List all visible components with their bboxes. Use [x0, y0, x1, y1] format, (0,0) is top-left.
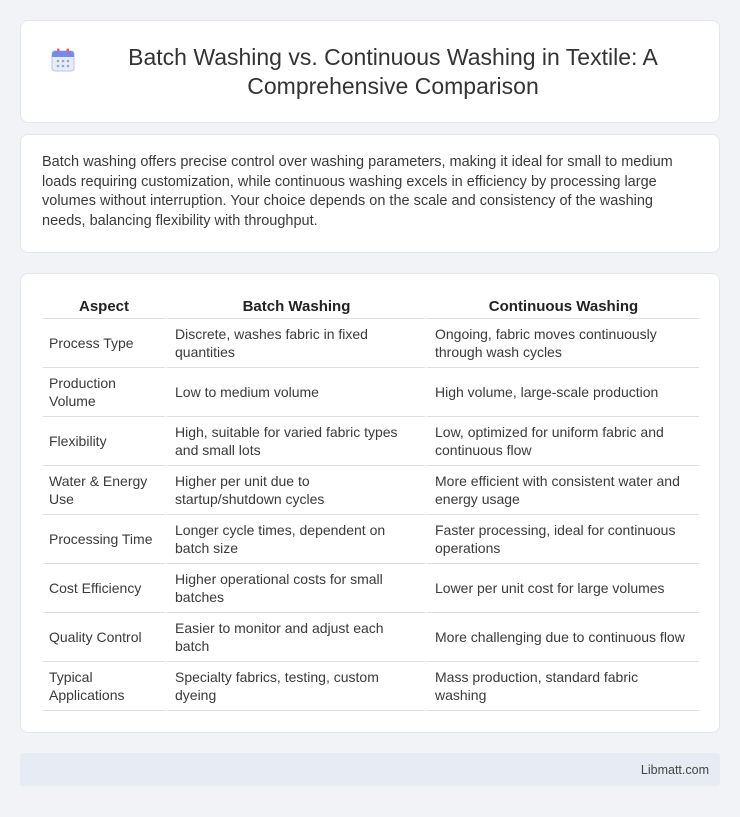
aspect-cell: Flexibility	[43, 417, 165, 466]
aspect-cell: Processing Time	[43, 515, 165, 564]
footer-bar	[20, 753, 720, 786]
continuous-cell: More challenging due to continuous flow	[425, 613, 699, 662]
batch-cell: Longer cycle times, dependent on batch size	[165, 515, 425, 564]
continuous-cell: Ongoing, fabric moves continuously through wash cycles	[425, 319, 699, 368]
continuous-cell: High volume, large-scale production	[425, 368, 699, 417]
batch-cell: Discrete, washes fabric in fixed quantities	[165, 319, 425, 368]
header-aspect: Aspect	[43, 296, 165, 319]
comparison-table	[43, 296, 699, 711]
aspect-cell: Typical Applications	[43, 662, 165, 711]
table-header-row	[43, 296, 699, 319]
batch-cell: Higher per unit due to startup/shutdown cycles	[165, 466, 425, 515]
table-row	[43, 515, 699, 564]
batch-cell: High, suitable for varied fabric types and small lots	[165, 417, 425, 466]
header-batch-washing: Batch Washing	[165, 296, 425, 319]
continuous-cell: Low, optimized for uniform fabric and continuous flow	[425, 417, 699, 466]
page-title: Batch Washing vs. Continuous Washing in Textile: A Comprehensive Comparison	[128, 43, 658, 99]
continuous-cell: Faster processing, ideal for continuous operations	[425, 515, 699, 564]
aspect-cell: Cost Efficiency	[43, 564, 165, 613]
table-row	[43, 319, 699, 368]
intro-card	[20, 134, 720, 253]
intro-text: Batch washing offers precise control over washing parameters, making it ideal for small to medium loads requiring customization, while continuous washing excels in efficiency by processing large volumes without interruption. Your choice depends on the scale and consistency of the washing needs, balancing flexibility with throughput.	[42, 154, 673, 229]
table-row	[43, 417, 699, 466]
comparison-card	[20, 273, 720, 733]
aspect-cell: Quality Control	[43, 613, 165, 662]
table-row	[43, 368, 699, 417]
continuous-cell: Mass production, standard fabric washing	[425, 662, 699, 711]
batch-cell: Higher operational costs for small batches	[165, 564, 425, 613]
aspect-cell: Water & Energy Use	[43, 466, 165, 515]
title-card	[20, 20, 720, 123]
calendar-icon	[50, 47, 76, 73]
batch-cell: Low to medium volume	[165, 368, 425, 417]
title-row	[50, 43, 690, 101]
header-continuous-washing: Continuous Washing	[425, 296, 699, 319]
footer-site-link[interactable]: Libmatt.com	[640, 762, 709, 777]
continuous-cell: More efficient with consistent water and energy usage	[425, 466, 699, 515]
batch-cell: Easier to monitor and adjust each batch	[165, 613, 425, 662]
aspect-cell: Production Volume	[43, 368, 165, 417]
batch-cell: Specialty fabrics, testing, custom dyeing	[165, 662, 425, 711]
table-row	[43, 466, 699, 515]
continuous-cell: Lower per unit cost for large volumes	[425, 564, 699, 613]
table-row	[43, 564, 699, 613]
table-row	[43, 662, 699, 711]
aspect-cell: Process Type	[43, 319, 165, 368]
table-row	[43, 613, 699, 662]
